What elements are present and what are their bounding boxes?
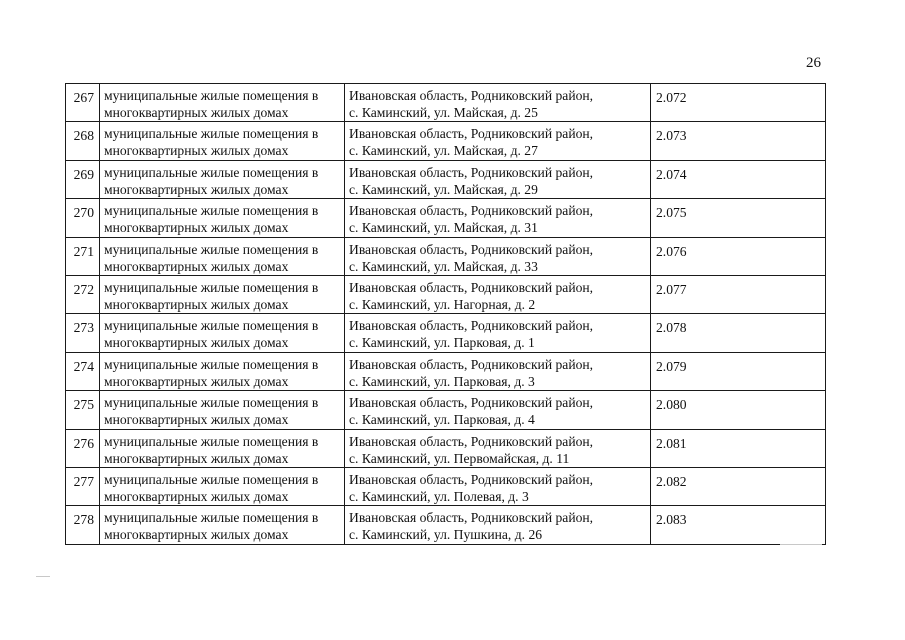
object-name-cell [100,84,345,122]
row-number-cell: 278 [66,506,100,544]
registry-code-cell: 2.078 [651,314,826,352]
object-name-line: многоквартирных жилых домах [104,220,289,236]
table-row [66,160,826,198]
address-line: Ивановская область, Родниковский район, [349,126,594,142]
address-line: Ивановская область, Родниковский район, [349,510,594,526]
object-name-line: многоквартирных жилых домах [104,143,289,159]
object-name-line: многоквартирных жилых домах [104,412,289,428]
address-line: с. Каминский, ул. Пушкина, д. 26 [349,527,543,543]
registry-code-cell: 2.077 [651,275,826,313]
row-number-cell: 277 [66,467,100,505]
object-name-line: многоквартирных жилых домах [104,373,289,389]
object-name-cell [100,429,345,467]
object-name-line: муниципальные жилые помещения в [104,241,319,257]
address-line: Ивановская область, Родниковский район, [349,164,594,180]
object-name-cell [100,122,345,160]
object-name-line: муниципальные жилые помещения в [104,395,319,411]
address-line: с. Каминский, ул. Майская, д. 29 [349,181,538,197]
address-line: Ивановская область, Родниковский район, [349,356,594,372]
address-line: Ивановская область, Родниковский район, [349,471,594,487]
address-cell [345,429,651,467]
table-row [66,467,826,505]
registry-code-cell: 2.072 [651,84,826,122]
address-line: с. Каминский, ул. Парковая, д. 3 [349,373,535,389]
address-line: с. Каминский, ул. Парковая, д. 1 [349,335,535,351]
object-name-line: многоквартирных жилых домах [104,181,289,197]
object-name-line: муниципальные жилые помещения в [104,510,319,526]
address-line: Ивановская область, Родниковский район, [349,241,594,257]
object-name-cell [100,275,345,313]
row-number-cell: 274 [66,352,100,390]
object-name-cell [100,160,345,198]
table-row [66,506,826,544]
row-number-cell: 270 [66,199,100,237]
table-row [66,122,826,160]
table-row [66,391,826,429]
address-line: Ивановская область, Родниковский район, [349,88,594,103]
address-cell [345,467,651,505]
object-name-line: муниципальные жилые помещения в [104,471,319,487]
property-registry-table [65,83,826,545]
row-number-cell: 267 [66,84,100,122]
page-number: 26 [806,55,821,71]
object-name-cell [100,391,345,429]
address-cell [345,275,651,313]
address-cell [345,160,651,198]
address-cell [345,391,651,429]
object-name-line: муниципальные жилые помещения в [104,88,319,103]
object-name-cell [100,199,345,237]
object-name-line: муниципальные жилые помещения в [104,279,319,295]
table-row [66,84,826,122]
table-row [66,314,826,352]
registry-code-cell: 2.075 [651,199,826,237]
address-cell [345,237,651,275]
object-name-cell [100,467,345,505]
address-line: с. Каминский, ул. Первомайская, д. 11 [349,450,570,466]
row-number-cell: 269 [66,160,100,198]
row-number-cell: 273 [66,314,100,352]
address-line: Ивановская область, Родниковский район, [349,279,594,295]
object-name-line: муниципальные жилые помещения в [104,356,319,372]
object-name-line: муниципальные жилые помещения в [104,203,319,219]
address-cell [345,199,651,237]
object-name-line: многоквартирных жилых домах [104,488,289,504]
address-line: с. Каминский, ул. Майская, д. 25 [349,105,538,120]
registry-code-cell: 2.081 [651,429,826,467]
object-name-line: многоквартирных жилых домах [104,258,289,274]
object-name-cell [100,352,345,390]
address-line: с. Каминский, ул. Парковая, д. 4 [349,412,535,428]
row-number-cell: 271 [66,237,100,275]
address-line: Ивановская область, Родниковский район, [349,433,594,449]
object-name-line: многоквартирных жилых домах [104,105,289,120]
row-number-cell: 272 [66,275,100,313]
address-cell [345,314,651,352]
object-name-line: многоквартирных жилых домах [104,450,289,466]
object-name-line: муниципальные жилые помещения в [104,318,319,334]
table-row [66,199,826,237]
registry-code-cell: 2.073 [651,122,826,160]
address-cell [345,122,651,160]
object-name-cell [100,314,345,352]
address-line: с. Каминский, ул. Майская, д. 33 [349,258,538,274]
table-row [66,429,826,467]
address-cell [345,352,651,390]
object-name-line: многоквартирных жилых домах [104,527,289,543]
object-name-line: муниципальные жилые помещения в [104,433,319,449]
object-name-cell [100,506,345,544]
address-line: Ивановская область, Родниковский район, [349,318,594,334]
address-line: Ивановская область, Родниковский район, [349,203,594,219]
table-row [66,275,826,313]
registry-code-cell: 2.083 [651,506,826,544]
registry-code-cell: 2.076 [651,237,826,275]
address-line: с. Каминский, ул. Майская, д. 31 [349,220,538,236]
scan-artifact [36,576,50,577]
table-row [66,237,826,275]
scan-artifact [780,544,822,545]
registry-code-cell: 2.082 [651,467,826,505]
object-name-line: муниципальные жилые помещения в [104,164,319,180]
object-name-line: многоквартирных жилых домах [104,335,289,351]
registry-code-cell: 2.074 [651,160,826,198]
address-line: Ивановская область, Родниковский район, [349,395,594,411]
row-number-cell: 268 [66,122,100,160]
address-cell [345,84,651,122]
object-name-cell [100,237,345,275]
row-number-cell: 275 [66,391,100,429]
address-line: с. Каминский, ул. Майская, д. 27 [349,143,538,159]
address-line: с. Каминский, ул. Полевая, д. 3 [349,488,529,504]
registry-code-cell: 2.080 [651,391,826,429]
table-row [66,352,826,390]
row-number-cell: 276 [66,429,100,467]
registry-code-cell: 2.079 [651,352,826,390]
address-cell [345,506,651,544]
object-name-line: муниципальные жилые помещения в [104,126,319,142]
address-line: с. Каминский, ул. Нагорная, д. 2 [349,296,536,312]
object-name-line: многоквартирных жилых домах [104,296,289,312]
